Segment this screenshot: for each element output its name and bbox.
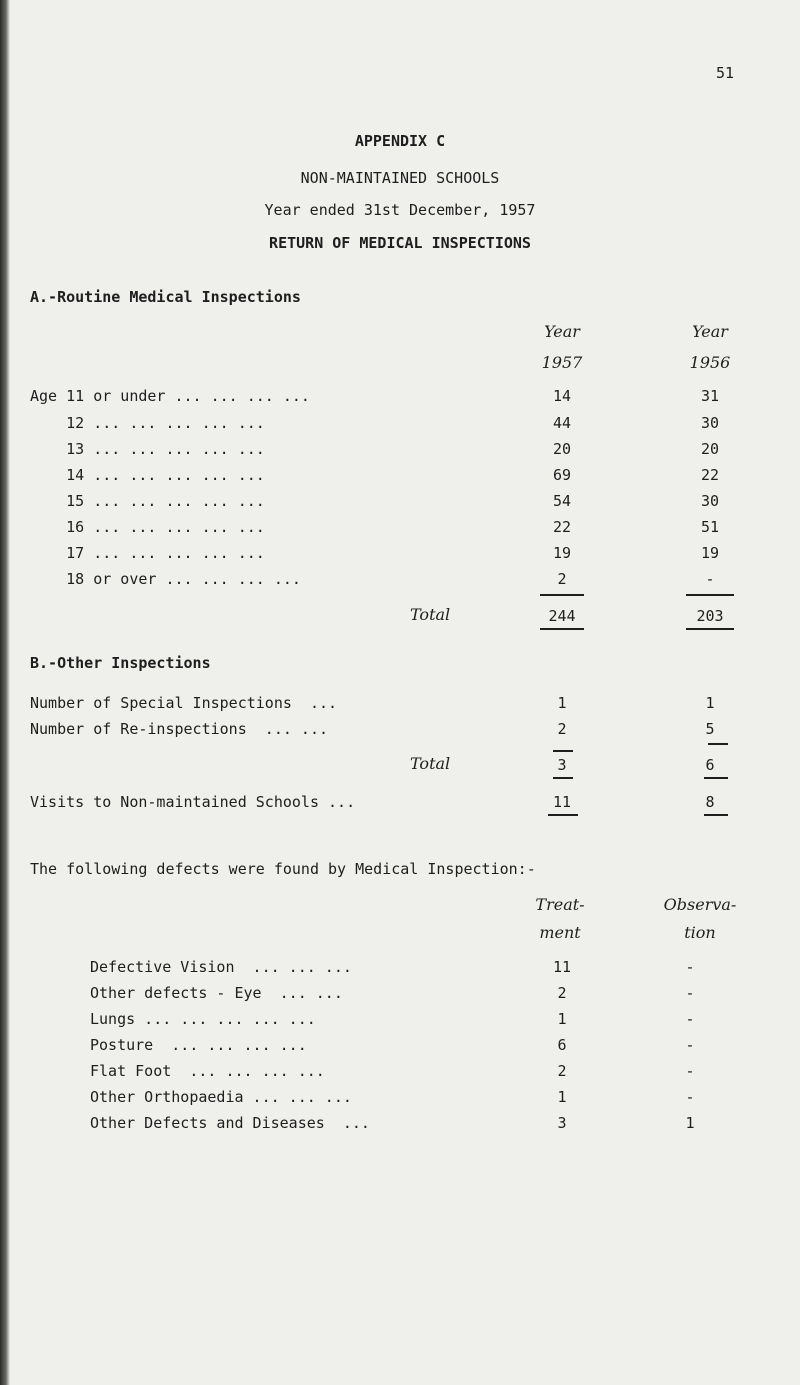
table-row-label: 13 ... ... ... ... ... <box>30 440 265 458</box>
section-b-title: B.-Other Inspections <box>30 654 211 672</box>
table-cell-1957: 69 <box>552 466 572 484</box>
total-label: Total <box>410 605 451 624</box>
visits-underline-1956 <box>704 814 728 816</box>
table-row-label: 18 or over ... ... ... ... <box>30 570 301 588</box>
table-cell-1957: 54 <box>552 492 572 510</box>
total-label: Total <box>410 754 451 773</box>
table-cell-1956: 31 <box>700 387 720 405</box>
total-underline-1956 <box>704 777 728 779</box>
table-cell-1956: 30 <box>700 414 720 432</box>
defect-treatment: 1 <box>557 1088 567 1106</box>
total-rule-1957 <box>540 594 584 596</box>
defect-observation: - <box>685 1010 695 1028</box>
defect-row-label: Other defects - Eye ... ... <box>90 984 343 1002</box>
table-row-label: 14 ... ... ... ... ... <box>30 466 265 484</box>
table-cell-1956: 22 <box>700 466 720 484</box>
col-1957-header-line2: 1957 <box>541 353 583 372</box>
table-cell-1957: 44 <box>552 414 572 432</box>
table-row-label: Number of Re-inspections ... ... <box>30 720 329 738</box>
defect-row-label: Posture ... ... ... ... <box>90 1036 307 1054</box>
defect-observation: - <box>685 1062 695 1080</box>
table-row-label: 15 ... ... ... ... ... <box>30 492 265 510</box>
appendix-label: APPENDIX C <box>354 132 446 150</box>
table-row-label: 12 ... ... ... ... ... <box>30 414 265 432</box>
defects-intro: The following defects were found by Medical Inspection:- <box>30 860 536 878</box>
document-subtitle: Year ended 31st December, 1957 <box>264 201 536 219</box>
rule-1957 <box>553 750 573 752</box>
defect-row-label: Lungs ... ... ... ... ... <box>90 1010 316 1028</box>
table-cell-1957: 14 <box>552 387 572 405</box>
total-1957: 3 <box>557 756 567 774</box>
visits-1957: 11 <box>552 793 572 811</box>
visits-label: Visits to Non-maintained Schools ... <box>30 793 356 811</box>
table-cell-1957: 2 <box>557 720 567 738</box>
total-rule-1956 <box>686 594 734 596</box>
table-cell-1957: 20 <box>552 440 572 458</box>
col-observation-header-line1: Observa- <box>663 895 737 914</box>
visits-1956: 8 <box>705 793 715 811</box>
visits-underline-1957 <box>548 814 578 816</box>
section-a-title: A.-Routine Medical Inspections <box>30 288 301 306</box>
col-1956-header-line1: Year <box>692 322 728 341</box>
defect-treatment: 2 <box>557 1062 567 1080</box>
table-row-label: 17 ... ... ... ... ... <box>30 544 265 562</box>
defect-treatment: 1 <box>557 1010 567 1028</box>
table-cell-1956: 51 <box>700 518 720 536</box>
defect-observation: - <box>685 984 695 1002</box>
table-row-label: 16 ... ... ... ... ... <box>30 518 265 536</box>
table-cell-1956: 30 <box>700 492 720 510</box>
defect-observation: 1 <box>685 1114 695 1132</box>
defect-row-label: Other Orthopaedia ... ... ... <box>90 1088 352 1106</box>
total-1957: 244 <box>548 607 576 625</box>
defect-treatment: 3 <box>557 1114 567 1132</box>
total-underline-1956 <box>686 628 734 630</box>
defect-row-label: Other Defects and Diseases ... <box>90 1114 370 1132</box>
table-cell-1956: 19 <box>700 544 720 562</box>
total-1956: 203 <box>696 607 724 625</box>
page-number: 51 <box>716 64 735 82</box>
defect-treatment: 2 <box>557 984 567 1002</box>
defect-observation: - <box>685 1088 695 1106</box>
col-treatment-header-line1: Treat- <box>535 895 585 914</box>
total-underline-1957 <box>540 628 584 630</box>
table-row-label: Age 11 or under ... ... ... ... <box>30 387 310 405</box>
defect-observation: - <box>685 958 695 976</box>
table-cell-1956: 1 <box>705 694 715 712</box>
document-heading: RETURN OF MEDICAL INSPECTIONS <box>269 234 531 252</box>
defect-row-label: Flat Foot ... ... ... ... <box>90 1062 325 1080</box>
table-cell-1956: 5 <box>705 720 715 738</box>
underline-1956 <box>708 743 728 745</box>
col-observation-header-line2: tion <box>684 923 716 942</box>
table-cell-1956: - <box>705 570 715 588</box>
col-1956-header-line2: 1956 <box>689 353 731 372</box>
table-cell-1957: 19 <box>552 544 572 562</box>
document-title: NON-MAINTAINED SCHOOLS <box>300 169 500 187</box>
col-1957-header-line1: Year <box>544 322 580 341</box>
defect-treatment: 11 <box>552 958 572 976</box>
table-cell-1957: 2 <box>557 570 567 588</box>
defect-observation: - <box>685 1036 695 1054</box>
table-cell-1956: 20 <box>700 440 720 458</box>
total-1956: 6 <box>705 756 715 774</box>
defect-treatment: 6 <box>557 1036 567 1054</box>
table-row-label: Number of Special Inspections ... <box>30 694 338 712</box>
table-cell-1957: 1 <box>557 694 567 712</box>
col-treatment-header-line2: ment <box>539 923 581 942</box>
total-underline-1957 <box>553 777 573 779</box>
table-cell-1957: 22 <box>552 518 572 536</box>
defect-row-label: Defective Vision ... ... ... <box>90 958 352 976</box>
